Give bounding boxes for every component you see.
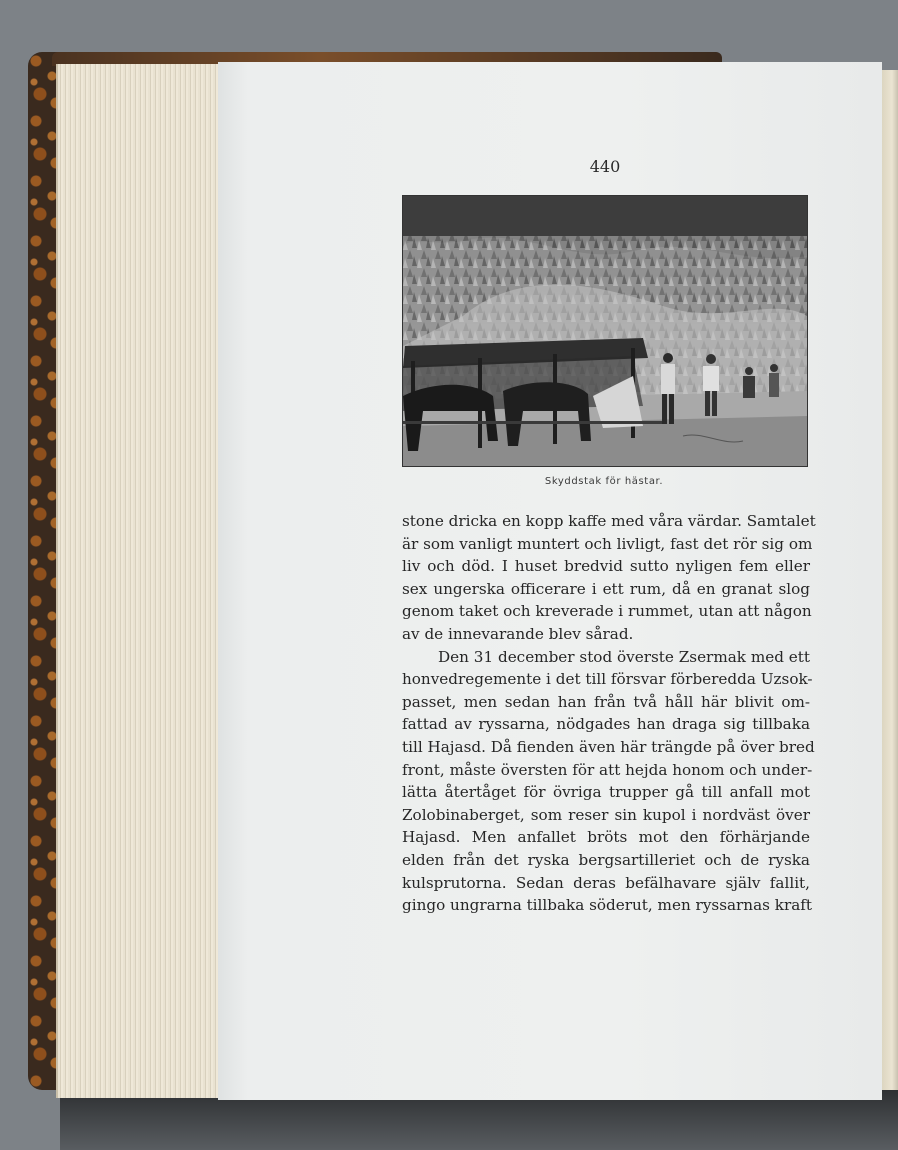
text-line: liv och död. I huset bredvid sutto nyligen fem eller (402, 557, 810, 576)
text-line: genom taket och kreverade i rummet, utan att någon (402, 602, 812, 621)
text-line: honvedregemente i det till försvar förberedda Uzsok- (402, 670, 813, 689)
text-line: sex ungerska officerare i ett rum, då en granat slog (402, 579, 810, 598)
text-line: av de innevarande blev sårad. (402, 624, 634, 643)
page-block-edge (56, 64, 224, 1098)
text-line: till Hajasd. Då fienden även här trängde på över bred (402, 737, 815, 756)
text-line: fattad av ryssarna, nödgades han draga sig tillbaka (402, 715, 810, 734)
text-line: Zolobinaberget, som reser sin kupol i nordväst över (402, 805, 810, 824)
figure-photo (402, 195, 808, 467)
text-line: front, måste översten för att hejda honom och under- (402, 760, 813, 779)
text-line: gingo ungrarna tillbaka söderut, men ryssarnas kraft (402, 896, 813, 915)
text-line: Den 31 december stod överste Zsermak med ett (438, 647, 810, 666)
page-number: 440 (589, 157, 621, 176)
figure-caption: Skyddstak för hästar. (544, 476, 664, 487)
text-line: Hajasd. Men anfallet bröts mot den förhärjande (402, 828, 810, 847)
text-line: stone dricka en kopp kaffe med våra värdar. Samtalet (402, 512, 816, 530)
text-line: lätta återtåget för övriga trupper gå till anfall mot (402, 783, 810, 802)
body-text (402, 510, 816, 917)
text-line: elden från det ryska bergsartilleriet och de ryska (402, 850, 810, 869)
text-line: passet, men sedan han från två håll här blivit om- (402, 692, 810, 711)
horse-shelter-photo (403, 196, 807, 466)
text-line: kulsprutorna. Sedan deras befälhavare själv fallit, (402, 873, 810, 892)
text-line: är som vanligt muntert och livligt, fast det rör sig om (402, 534, 813, 553)
